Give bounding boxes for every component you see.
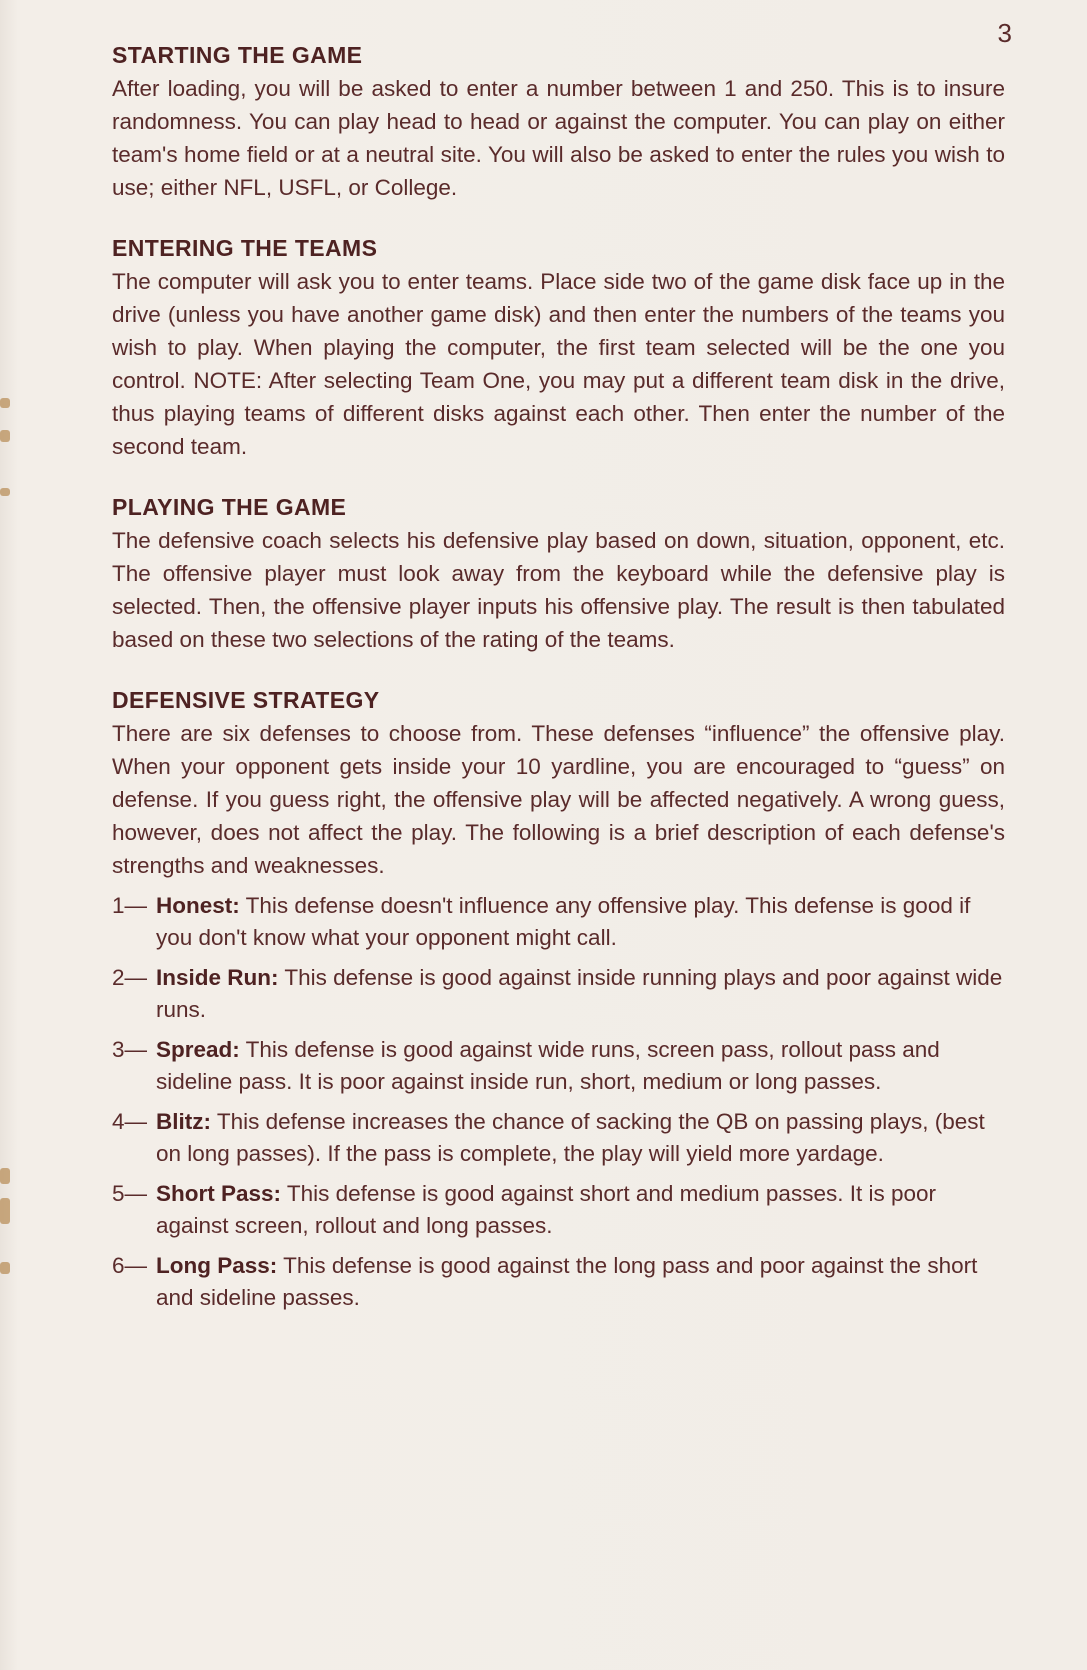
section-starting-the-game (112, 38, 1005, 204)
defense-name: Long Pass: (156, 1253, 278, 1278)
binding-stain (0, 1168, 10, 1184)
defense-text: This defense increases the chance of sacking the QB on passing plays, (best on long passes). If the pass is complete, the play will yield more yardage. (156, 1109, 985, 1166)
section-paragraph: There are six defenses to choose from. These defenses “influence” the offensive play. When your opponent gets inside your 10 yardline, you are encouraged to “guess” on defense. If you guess right, the offensive play will be affected negatively. A wrong guess, however, does not affect the play. The following is a brief description of each defense's strengths and weaknesses. (112, 721, 1005, 878)
defense-description (156, 1034, 1005, 1098)
defense-number: 4— (112, 1109, 148, 1134)
defense-text: This defense is good against short and medium passes. It is poor against screen, rollout and long passes. (156, 1181, 936, 1238)
defense-item-blitz (112, 1106, 1005, 1170)
section-heading: ENTERING THE TEAMS (112, 235, 378, 261)
defense-item-honest (112, 890, 1005, 954)
defense-item-spread (112, 1034, 1005, 1098)
defense-name: Short Pass: (156, 1181, 282, 1206)
defense-item-inside-run (112, 962, 1005, 1026)
defense-text: This defense doesn't influence any offensive play. This defense is good if you don't know what your opponent might call. (156, 893, 971, 950)
section-heading: DEFENSIVE STRATEGY (112, 687, 380, 713)
defense-description (156, 1250, 1005, 1314)
section-heading: STARTING THE GAME (112, 42, 363, 68)
section-paragraph: The defensive coach selects his defensive play based on down, situation, opponent, etc. The offensive player must look away from the keyboard while the defensive play is selected. Then, the offensive player inputs his offensive play. The result is then tabulated based on these two selections of the rating of the teams. (112, 528, 1005, 652)
binding-stain (0, 488, 10, 496)
defense-description (156, 962, 1005, 1026)
defense-number: 1— (112, 893, 148, 918)
defense-name: Honest: (156, 893, 240, 918)
defense-number: 6— (112, 1253, 148, 1278)
binding-stain (0, 1198, 10, 1224)
defense-item-long-pass (112, 1250, 1005, 1314)
defense-description (156, 1178, 1005, 1242)
defense-description (156, 890, 1005, 954)
defense-description (156, 1106, 1005, 1170)
page-number: 3 (997, 18, 1012, 48)
section-paragraph: The computer will ask you to enter teams. Place side two of the game disk face up in the drive (unless you have another game disk) and then enter the numbers of the teams you wish to play. When playing the computer, the first team selected will be the one you control. NOTE: After selecting Team One, you may put a different team disk in the drive, thus playing teams of different disks against each other. Then enter the number of the second team. (112, 269, 1005, 459)
defense-text: This defense is good against the long pass and poor against the short and sideline passes. (156, 1253, 978, 1310)
section-heading: PLAYING THE GAME (112, 494, 347, 520)
defense-list (112, 890, 1005, 1314)
page-content (112, 38, 1005, 1341)
defense-text: This defense is good against inside running plays and poor against wide runs. (156, 965, 1003, 1022)
defense-number: 5— (112, 1181, 148, 1206)
section-playing-the-game (112, 490, 1005, 656)
section-entering-the-teams (112, 231, 1005, 463)
binding-stain (0, 398, 10, 408)
section-defensive-strategy (112, 683, 1005, 1314)
defense-number: 3— (112, 1037, 148, 1062)
section-paragraph: After loading, you will be asked to enter a number between 1 and 250. This is to insure randomness. You can play head to head or against the computer. You can play on either team's home field or at a neutral site. You will also be asked to enter the rules you wish to use; either NFL, USFL, or College. (112, 76, 1005, 200)
defense-item-short-pass (112, 1178, 1005, 1242)
binding-stain (0, 1262, 10, 1274)
defense-name: Blitz: (156, 1109, 211, 1134)
defense-name: Spread: (156, 1037, 240, 1062)
defense-number: 2— (112, 965, 148, 990)
defense-text: This defense is good against wide runs, screen pass, rollout pass and sideline pass. It is poor against inside run, short, medium or long passes. (156, 1037, 940, 1094)
defense-name: Inside Run: (156, 965, 279, 990)
binding-stain (0, 430, 10, 442)
